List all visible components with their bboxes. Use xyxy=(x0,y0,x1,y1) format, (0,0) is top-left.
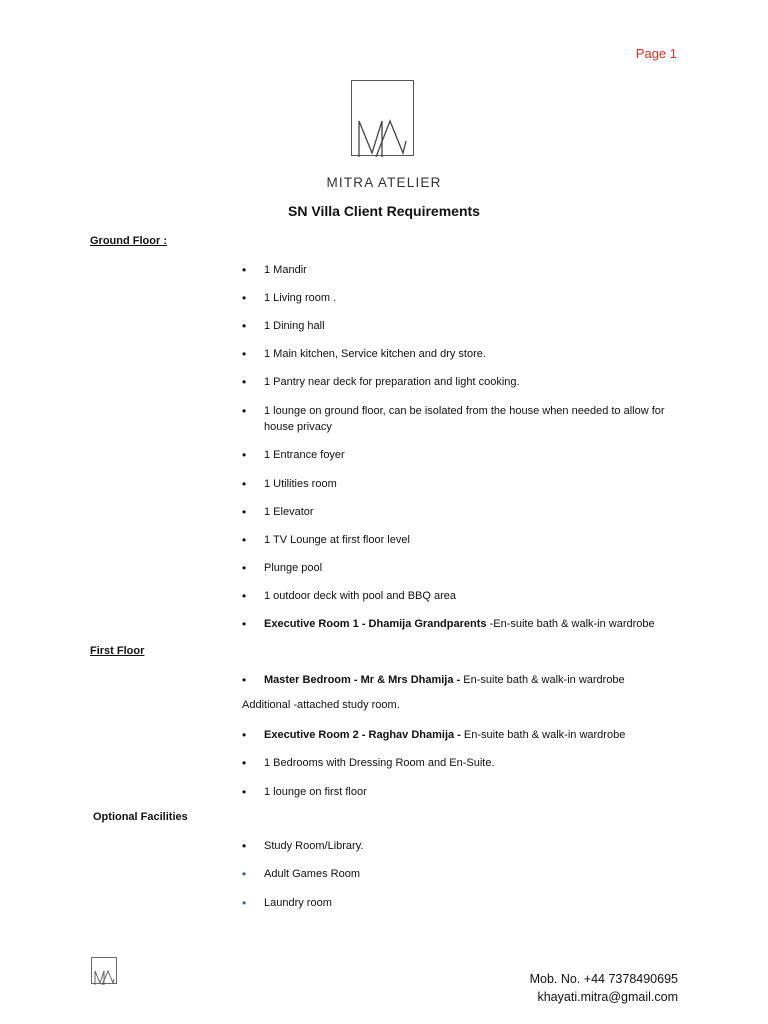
list-item: • 1 Utilities room xyxy=(264,476,694,492)
list-item: • Plunge pool xyxy=(264,560,694,576)
list-item: • 1 Mandir xyxy=(264,262,694,278)
executive-room-2-label: Executive Room 2 - Raghav Dhamija - xyxy=(264,729,461,741)
list-item-executive-room-1 xyxy=(264,616,694,632)
list-item: • 1 Elevator xyxy=(264,504,694,520)
additional-note: Additional -attached study room. xyxy=(242,699,400,711)
list-item: • 1 lounge on ground floor, can be isolated from the house when needed to allow for house privacy xyxy=(264,403,694,435)
list-item: • Study Room/Library. xyxy=(264,838,694,854)
executive-room-2-detail: En-suite bath & walk-in wardrobe xyxy=(460,729,626,741)
list-item: • 1 Bedrooms with Dressing Room and En-Suite. xyxy=(264,755,694,771)
list-item-executive-room-2 xyxy=(264,727,694,743)
master-bedroom-detail: En-suite bath & walk-in wardrobe xyxy=(460,674,625,686)
mitra-atelier-logo xyxy=(351,80,414,156)
executive-room-1-label: Executive Room 1 - Dhamija Grandparents xyxy=(264,618,487,630)
list-item: • Laundry room xyxy=(264,895,694,911)
master-bedroom-label: Master Bedroom - Mr & Mrs Dhamija - xyxy=(264,674,461,686)
ground-floor-heading: Ground Floor : xyxy=(90,235,167,247)
list-item: • 1 outdoor deck with pool and BBQ area xyxy=(264,588,694,604)
list-item: • 1 Entrance foyer xyxy=(264,447,694,463)
list-item: • Adult Games Room xyxy=(264,866,694,882)
brand-name: MITRA ATELIER xyxy=(326,175,442,190)
footer-logo xyxy=(91,957,117,984)
list-item: • 1 Living room . xyxy=(264,290,694,306)
list-item: • 1 Main kitchen, Service kitchen and dry store. xyxy=(264,346,694,362)
document-title: SN Villa Client Requirements xyxy=(288,203,480,219)
contact-mobile: Mob. No. +44 7378490695 xyxy=(529,972,678,986)
list-item: • 1 lounge on first floor xyxy=(264,784,694,800)
first-floor-heading: First Floor xyxy=(90,645,145,657)
list-item-master-bedroom xyxy=(264,672,694,688)
page-number: Page 1 xyxy=(635,46,677,61)
contact-email[interactable]: khayati.mitra@gmail.com xyxy=(537,990,678,1004)
list-item: • 1 TV Lounge at first floor level xyxy=(264,532,694,548)
optional-facilities-heading: Optional Facilities xyxy=(93,811,188,823)
executive-room-1-detail: -En-suite bath & walk-in wardrobe xyxy=(486,618,655,630)
list-item: • 1 Dining hall xyxy=(264,318,694,334)
list-item: • 1 Pantry near deck for preparation and light cooking. xyxy=(264,374,694,390)
